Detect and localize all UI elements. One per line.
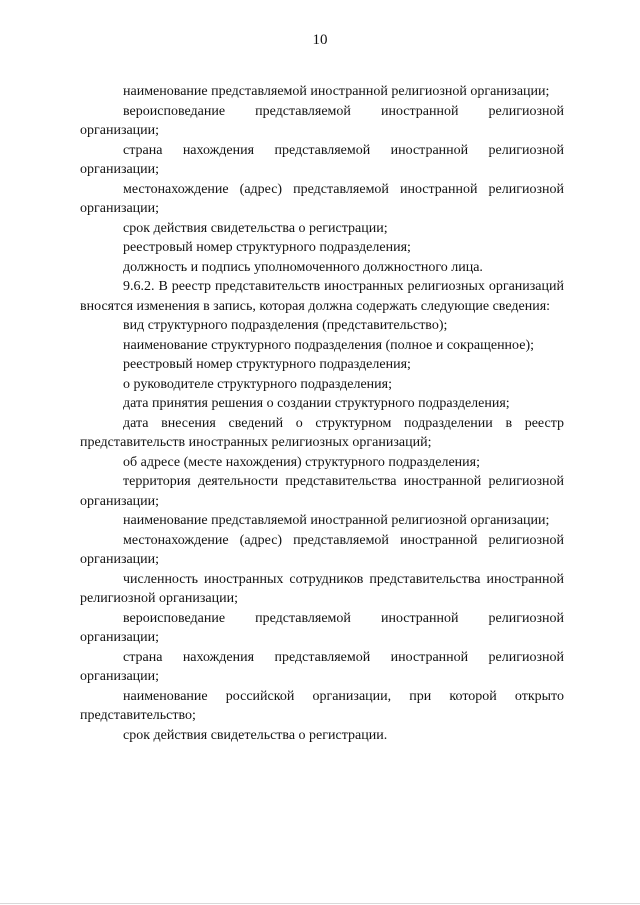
- paragraph-official-signature: должность и подпись уполномоченного должностного лица.: [123, 259, 483, 275]
- paragraph-activity-territory: территория деятельности представительства иностранной религиозной организации;: [80, 474, 564, 509]
- paragraph-creation-decision-date: дата принятия решения о создании структурного подразделения;: [123, 396, 510, 411]
- paragraph-religious-org-address-2: местонахождение (адрес) представляемой иностранной религиозной организации;: [80, 532, 564, 567]
- paragraph-subdivision-type: вид структурного подразделения (представительство);: [123, 318, 448, 333]
- page-number: 10: [312, 32, 328, 48]
- paragraph-registry-entry-date: дата внесения сведений о структурном подразделении в реестр представительств иностранных религиозных организаций;: [80, 415, 564, 450]
- paragraph-religious-org-name-2: наименование представляемой иностранной религиозной организации;: [123, 513, 550, 528]
- paragraph-religious-org-confession-2: вероисповедание представляемой иностранной религиозной организации;: [80, 610, 564, 645]
- paragraph-russian-host-organization: наименование российской организации, при которой открыто представительство;: [80, 688, 564, 723]
- paragraph-registry-number: реестровый номер структурного подразделения;: [123, 240, 411, 255]
- paragraph-subdivision-address: об адресе (месте нахождения) структурного подразделения;: [123, 454, 480, 470]
- document-body: [80, 82, 564, 745]
- paragraph-subdivision-name: наименование структурного подразделения (полное и сокращенное);: [123, 337, 534, 353]
- paragraph-religious-org-confession: вероисповедание представляемой иностранной религиозной организации;: [80, 103, 564, 138]
- paragraph-foreign-staff-count: численность иностранных сотрудников представительства иностранной религиозной организации;: [80, 571, 564, 606]
- paragraph-certificate-validity: срок действия свидетельства о регистрации;: [123, 220, 388, 236]
- paragraph-religious-org-name: наименование представляемой иностранной религиозной организации;: [123, 84, 550, 99]
- paragraph-section-9-6-2: 9.6.2. В реестр представительств иностранных религиозных организаций вносятся изменения в запись, которая должна содержать следующие сведения:: [80, 279, 564, 314]
- page-bottom-rule: [0, 903, 640, 904]
- paragraph-religious-org-country-2: страна нахождения представляемой иностранной религиозной организации;: [80, 649, 564, 684]
- paragraph-certificate-validity-2: срок действия свидетельства о регистрации.: [123, 727, 388, 743]
- paragraph-religious-org-country: страна нахождения представляемой иностранной религиозной организации;: [80, 142, 564, 177]
- paragraph-subdivision-registry-number: реестровый номер структурного подразделения;: [123, 357, 411, 372]
- paragraph-subdivision-head: о руководителе структурного подразделения;: [123, 376, 392, 392]
- paragraph-religious-org-address: местонахождение (адрес) представляемой иностранной религиозной организации;: [80, 181, 564, 216]
